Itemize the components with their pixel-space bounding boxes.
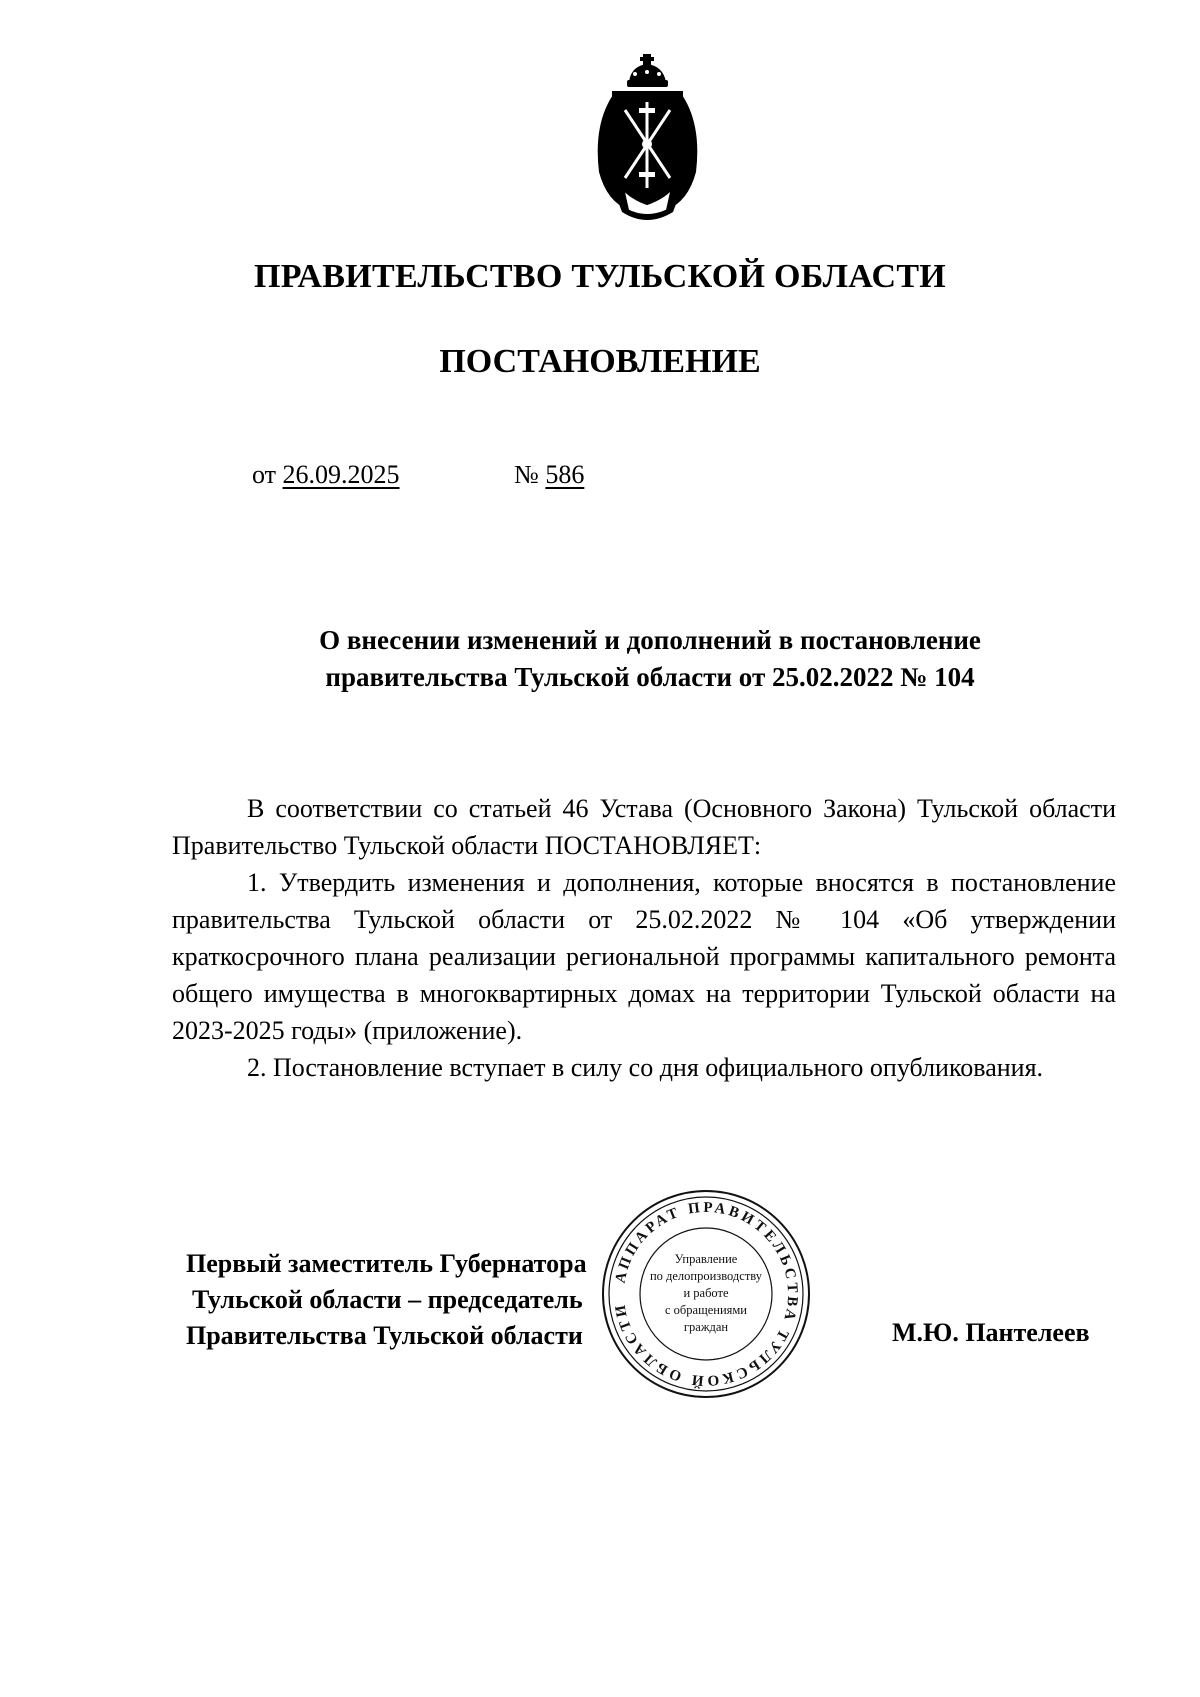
document-date: 26.09.2025 [282, 460, 400, 489]
document-type: ПОСТАНОВЛЕНИЕ [439, 343, 761, 380]
body-paragraph: 2. Постановление вступает в силу со дня официального опубликования. [247, 1053, 1044, 1082]
document-meta [252, 460, 584, 490]
document-body [172, 790, 1116, 1086]
body-paragraph: 1. Утвердить изменения и дополнения, которые вносятся в постановление правительства Тульской области от 25.02.2022 № 104 «Об утверждении краткосрочного плана реализации региональной программы капитального ремонта общего имущества в многоквартирных домах на территории Тульской области на 2023-2025 годы» (приложение). [172, 868, 1116, 1045]
signer-position-line: Первый заместитель Губернатора [186, 1249, 587, 1278]
number-prefix: № [514, 460, 539, 489]
signer-position-line: Тульской области – председатель [192, 1285, 583, 1314]
document-number: 586 [545, 460, 585, 489]
stamp-center-line: граждан [683, 1320, 729, 1334]
signer-position-line: Правительства Тульской области [186, 1321, 583, 1350]
official-stamp [600, 1188, 812, 1400]
body-paragraph: В соответствии со статьей 46 Устава (Основного Закона) Тульской области Правительство Тульской области ПОСТАНОВЛЯЕТ: [172, 794, 1116, 860]
coat-of-arms-emblem [585, 52, 710, 220]
tula-coat-of-arms-icon [585, 52, 710, 220]
stamp-center-line: и работе [683, 1286, 729, 1300]
signer-position [186, 1246, 587, 1354]
document-subject [220, 622, 1080, 696]
stamp-ring-text: АППАРАТ ПРАВИТЕЛЬСТВА ТУЛЬСКОЙ ОБЛАСТИ [612, 1199, 801, 1389]
subject-line: правительства Тульской области от 25.02.2022 № 104 [325, 662, 975, 692]
stamp-center-line: с обращениями [665, 1303, 747, 1317]
subject-line: О внесении изменений и дополнений в постановление [319, 625, 981, 655]
stamp-center-line: по делопроизводству [649, 1269, 763, 1283]
stamp-center-text [600, 1251, 812, 1336]
government-title: ПРАВИТЕЛЬСТВО ТУЛЬСКОЙ ОБЛАСТИ [253, 258, 947, 295]
signer-name: М.Ю. Пантелеев [892, 1318, 1090, 1347]
stamp-center-line: Управление [674, 1252, 738, 1266]
date-prefix: от [252, 460, 277, 489]
